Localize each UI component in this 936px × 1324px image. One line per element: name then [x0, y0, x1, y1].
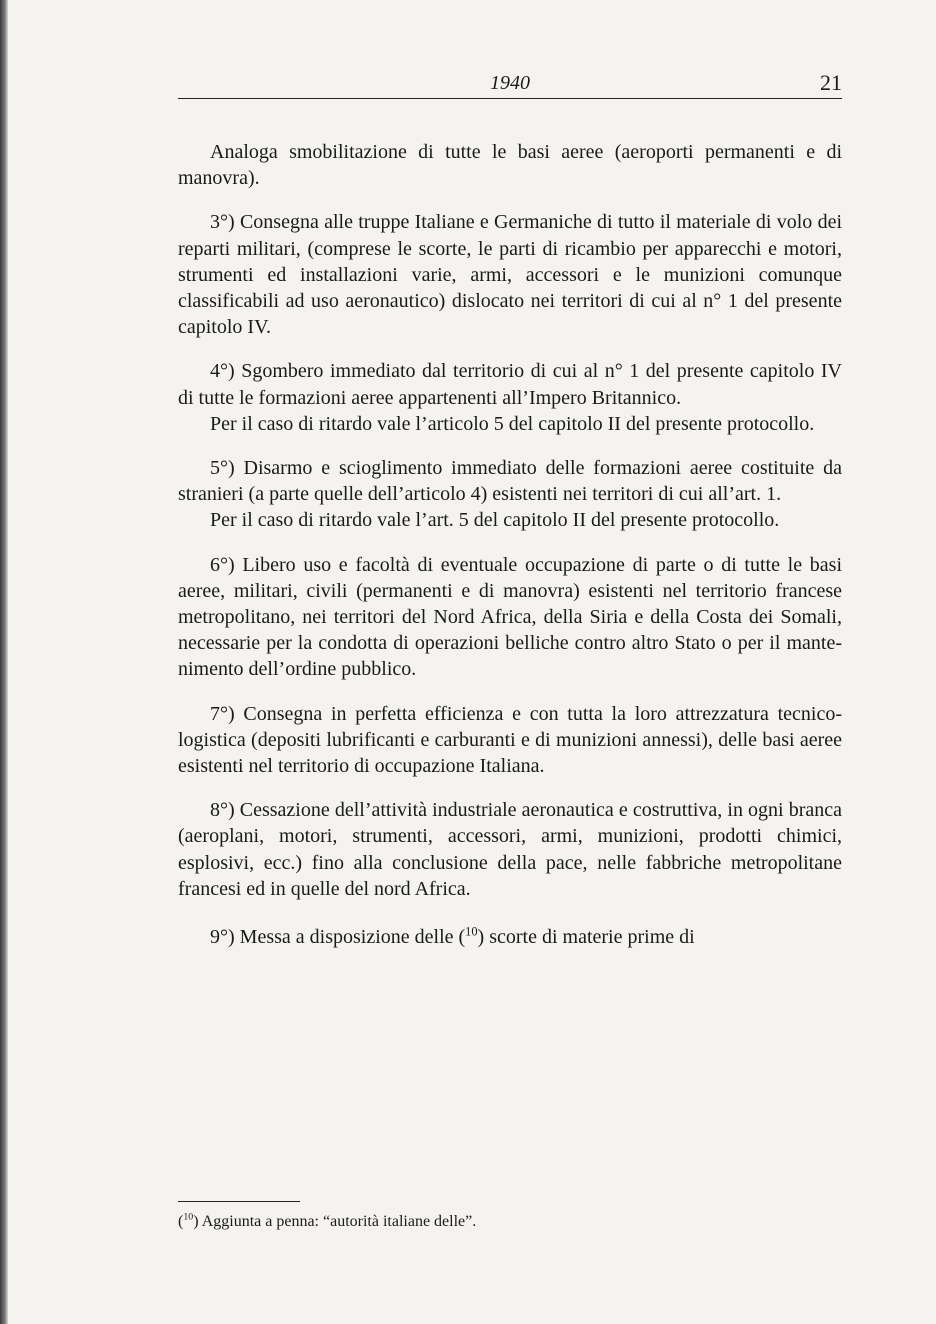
- page-header: [178, 70, 842, 99]
- footnote-separator: [178, 1201, 300, 1202]
- paragraph-smobilitazione: Analoga smobilitazione di tutte le basi aeree (aeroporti permanenti e di manovra).: [178, 141, 842, 190]
- paragraph-item-9-start: 9°) Messa a disposizione delle (: [210, 926, 466, 949]
- paragraph-item-9: [178, 924, 842, 950]
- paragraph-item-5-delay: Per il caso di ritardo vale l’art. 5 del capitolo II del presente protocollo.: [210, 509, 780, 532]
- page-number: 21: [820, 70, 842, 95]
- paragraph-item-6: 6°) Libero uso e facoltà di eventuale occupazione di parte o di tutte le basi aeree, militari, civili (permanenti e di manovra) esistenti nel territorio francese metropolitano, nei territori del Nord Africa, della Siria e della Costa dei Somali, necessarie per la condotta di operazioni belliche contro altro Stato o per il mantenimento dell’ordine pubblico.: [178, 553, 842, 681]
- paragraph-item-9-end: ) scorte di materie prime di: [477, 926, 695, 949]
- paragraph-item-4-delay: Per il caso di ritardo vale l’articolo 5 del capitolo II del presente protocollo.: [210, 412, 815, 435]
- footnote-text: Aggiunta a penna: “autorità italiane delle”.: [201, 1213, 477, 1230]
- running-title: 1940: [490, 72, 530, 94]
- paragraph-item-3: 3°) Consegna alle truppe Italiane e Germaniche di tutto il materiale di volo dei reparti militari, (comprese le scorte, le parti di ricambio per apparecchi e motori, strumenti ed installazioni varie, armi, accessori e le munizioni comunque classificabili ad uso aeronautico) dislocato nei territori di cui al n° 1 del presente capitolo IV.: [178, 211, 842, 339]
- footnote: [178, 1212, 842, 1232]
- footnote-number: 10: [183, 1211, 194, 1223]
- paragraph-item-5: 5°) Disarmo e scioglimento immediato delle formazioni aeree costituite da stranieri (a parte quelle dell’articolo 4) esistenti nei territori di cui all’art. 1.: [178, 457, 842, 506]
- paragraph-item-8: 8°) Cessazione dell’attività industriale aeronautica e costruttiva, in ogni branca (aeroplani, motori, strumenti, accessori, armi, munizioni, prodotti chimici, esplosivi, ecc.) fino alla conclusione della pace, nelle fabbriche metropolitane francesi ed in quelle del nord Africa.: [178, 799, 842, 900]
- paragraph-item-7: 7°) Consegna in perfetta efficienza e con tutta la loro attrezzatura tecnico-logistica (depositi lubrificanti e carburanti e di munizioni annessi), delle basi aeree esistenti nel territorio di occupazione Italiana.: [178, 702, 842, 778]
- text-body: [178, 139, 842, 950]
- footnote-reference: 10: [465, 924, 478, 939]
- footnote-close-paren: ): [193, 1213, 202, 1230]
- footnote-open-paren: (: [178, 1213, 184, 1230]
- page-binding-edge: [0, 0, 8, 1324]
- paragraph-item-4: 4°) Sgombero immediato dal territorio di cui al n° 1 del presente capitolo IV di tutte le formazioni aeree appartenenti all’Impero Britannico.: [178, 360, 842, 409]
